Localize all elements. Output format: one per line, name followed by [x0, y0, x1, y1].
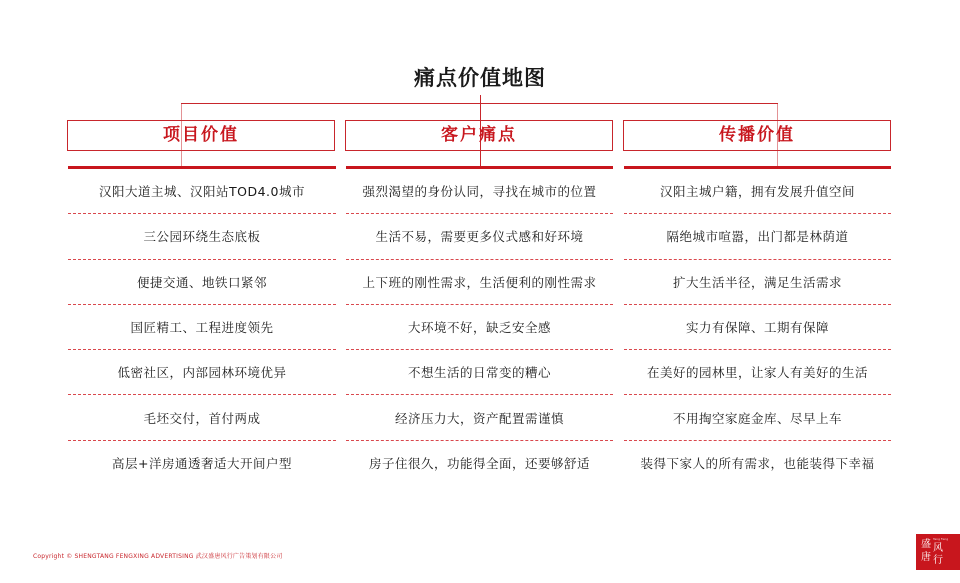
logo-char: 盛 — [921, 539, 931, 550]
list-item: 上下班的刚性需求，生活便利的刚性需求 — [346, 260, 613, 305]
list-item: 实力有保障、工期有保障 — [624, 305, 891, 350]
list-item: 汉阳主城户籍，拥有发展升值空间 — [624, 169, 891, 214]
list-item: 扩大生活半径，满足生活需求 — [624, 260, 891, 305]
list-item: 便捷交通、地铁口紧邻 — [68, 260, 336, 305]
list-item: 国匠精工、工程进度领先 — [68, 305, 336, 350]
column-project-value — [68, 169, 336, 486]
list-item: 经济压力大，资产配置需谨慎 — [346, 395, 613, 440]
list-item: 高层+洋房通透奢适大开间户型 — [112, 456, 292, 472]
logo-char: 风 — [933, 543, 943, 554]
list-item: 生活不易，需要更多仪式感和好环境 — [346, 214, 613, 259]
list-item: 三公园环绕生态底板 — [68, 214, 336, 259]
list-item: 毛坯交付，首付两成 — [68, 395, 336, 440]
list-item: 低密社区，内部园林环境优异 — [68, 350, 336, 395]
list-item: 房子住很久，功能得全面，还要够舒适 — [368, 456, 590, 472]
list-item: 装得下家人的所有需求，也能装得下幸福 — [640, 456, 875, 472]
header-communication-value: 传播价值 — [623, 120, 891, 151]
list-item: 隔绝城市喧嚣，出门都是林荫道 — [624, 214, 891, 259]
copyright-text: Copyright © SHENGTANG FENGXING ADVERTISING 武汉盛唐风行广告策划有限公司 — [33, 553, 283, 560]
list-item: 大环境不好，缺乏安全感 — [346, 305, 613, 350]
list-item: 不想生活的日常变的糟心 — [346, 350, 613, 395]
page-title: 痛点价值地图 — [414, 66, 546, 90]
list-item: 汉阳大道主城、汉阳站TOD4.0城市 — [68, 169, 336, 214]
logo-char: 行 — [933, 555, 943, 566]
list-item: 不用掏空家庭金库、尽早上车 — [624, 395, 891, 440]
column-communication-value — [624, 169, 891, 486]
list-item: 在美好的园林里，让家人有美好的生活 — [624, 350, 891, 395]
logo-char: 唐 — [921, 552, 931, 563]
list-item: 强烈渴望的身份认同，寻找在城市的位置 — [346, 169, 613, 214]
brand-logo — [916, 534, 960, 570]
logo-small-text: Tang Feng — [933, 537, 949, 541]
column-customer-pain — [346, 169, 613, 486]
header-project-value: 项目价值 — [67, 120, 335, 151]
header-customer-pain: 客户痛点 — [345, 120, 613, 151]
